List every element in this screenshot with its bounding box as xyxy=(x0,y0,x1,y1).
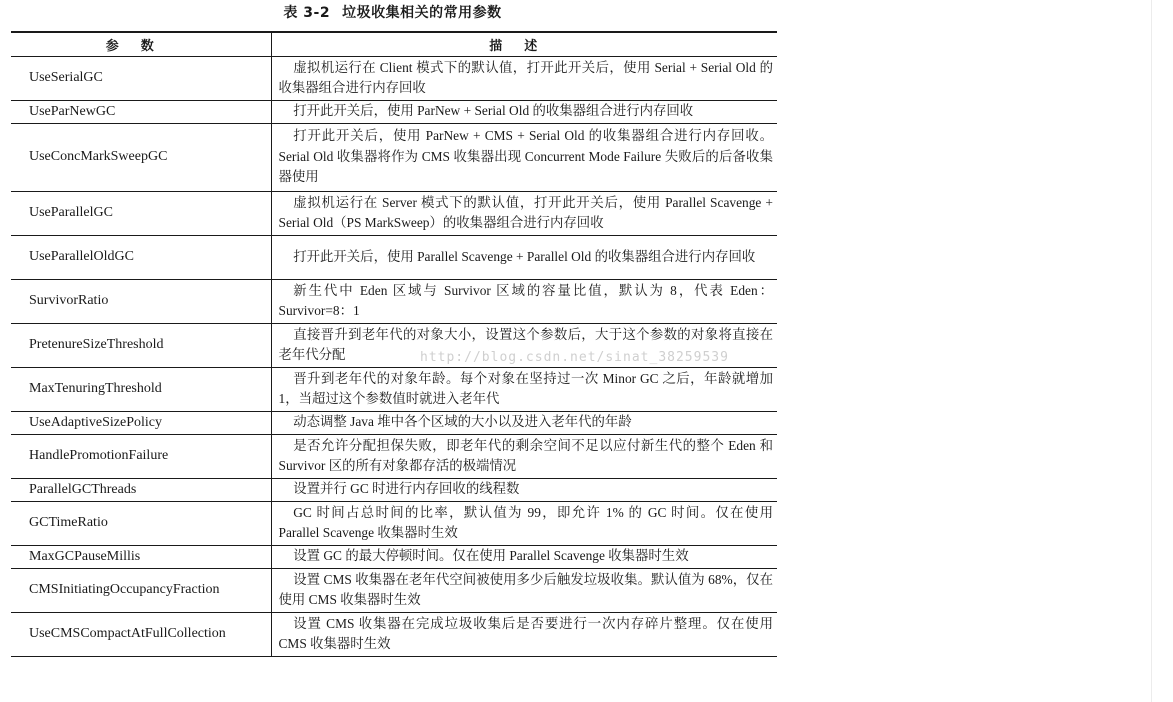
table-row xyxy=(11,191,777,235)
table-row xyxy=(11,478,777,501)
parameters-table xyxy=(11,31,777,657)
param-name: HandlePromotionFailure xyxy=(11,434,271,478)
table-row xyxy=(11,568,777,612)
table-row xyxy=(11,411,777,434)
table-row xyxy=(11,323,777,367)
table-row xyxy=(11,367,777,411)
param-description: 设置 CMS 收集器在老年代空间被使用多少后触发垃圾收集。默认值为 68%，仅在使用 CMS 收集器时生效 xyxy=(271,568,777,612)
table-row xyxy=(11,56,777,100)
param-name: UseSerialGC xyxy=(11,56,271,100)
header-param: 参数 xyxy=(11,32,271,56)
header-row xyxy=(11,32,777,56)
table-header xyxy=(11,32,777,56)
table-number: 表 3-2 xyxy=(283,5,331,21)
param-name: MaxGCPauseMillis xyxy=(11,545,271,568)
param-description: 直接晋升到老年代的对象大小，设置这个参数后，大于这个参数的对象将直接在老年代分配 xyxy=(271,323,777,367)
table-row xyxy=(11,434,777,478)
table-title: 垃圾收集相关的常用参数 xyxy=(342,5,502,21)
param-name: UseConcMarkSweepGC xyxy=(11,123,271,191)
watermark-url: http://blog.csdn.net/sinat_38259539 xyxy=(420,350,729,365)
param-name: UseParallelGC xyxy=(11,191,271,235)
param-description: 晋升到老年代的对象年龄。每个对象在坚持过一次 Minor GC 之后，年龄就增加 1，当超过这个参数值时就进入老年代 xyxy=(271,367,777,411)
param-name: GCTimeRatio xyxy=(11,501,271,545)
param-name: UseParallelOldGC xyxy=(11,235,271,279)
param-description: 设置并行 GC 时进行内存回收的线程数 xyxy=(271,478,777,501)
table-row xyxy=(11,501,777,545)
param-description: 新生代中 Eden 区域与 Survivor 区域的容量比值，默认为 8，代表 Eden：Survivor=8：1 xyxy=(271,279,777,323)
page-edge-divider xyxy=(1151,0,1152,702)
table-row xyxy=(11,545,777,568)
param-name: UseCMSCompactAtFullCollection xyxy=(11,612,271,656)
param-name: ParallelGCThreads xyxy=(11,478,271,501)
param-description: 打开此开关后，使用 ParNew + CMS + Serial Old 的收集器组合进行内存回收。Serial Old 收集器将作为 CMS 收集器出现 Concurrent Mode Failure 失败后的后备收集器使用 xyxy=(271,123,777,191)
param-description: 虚拟机运行在 Client 模式下的默认值，打开此开关后，使用 Serial + Serial Old 的收集器组合进行内存回收 xyxy=(271,56,777,100)
param-description: 虚拟机运行在 Server 模式下的默认值，打开此开关后，使用 Parallel Scavenge + Serial Old（PS MarkSweep）的收集器组合进行内存回收 xyxy=(271,191,777,235)
param-description: 是否允许分配担保失败，即老年代的剩余空间不足以应付新生代的整个 Eden 和 Survivor 区的所有对象都存活的极端情况 xyxy=(271,434,777,478)
header-description: 描述 xyxy=(271,32,777,56)
table-row xyxy=(11,100,777,123)
table-body xyxy=(11,56,777,656)
table-row xyxy=(11,279,777,323)
param-description: 设置 GC 的最大停顿时间。仅在使用 Parallel Scavenge 收集器时生效 xyxy=(271,545,777,568)
param-name: UseParNewGC xyxy=(11,100,271,123)
table-row xyxy=(11,123,777,191)
param-description: 动态调整 Java 堆中各个区域的大小以及进入老年代的年龄 xyxy=(271,411,777,434)
param-name: MaxTenuringThreshold xyxy=(11,367,271,411)
table-caption xyxy=(0,2,785,24)
param-name: CMSInitiatingOccupancyFraction xyxy=(11,568,271,612)
table-row xyxy=(11,612,777,656)
param-description: 打开此开关后，使用 Parallel Scavenge + Parallel Old 的收集器组合进行内存回收 xyxy=(271,235,777,279)
param-description: 设置 CMS 收集器在完成垃圾收集后是否要进行一次内存碎片整理。仅在使用 CMS 收集器时生效 xyxy=(271,612,777,656)
param-name: UseAdaptiveSizePolicy xyxy=(11,411,271,434)
param-name: SurvivorRatio xyxy=(11,279,271,323)
param-description: 打开此开关后，使用 ParNew + Serial Old 的收集器组合进行内存回收 xyxy=(271,100,777,123)
param-description: GC 时间占总时间的比率，默认值为 99，即允许 1% 的 GC 时间。仅在使用 Parallel Scavenge 收集器时生效 xyxy=(271,501,777,545)
table-row xyxy=(11,235,777,279)
param-name: PretenureSizeThreshold xyxy=(11,323,271,367)
